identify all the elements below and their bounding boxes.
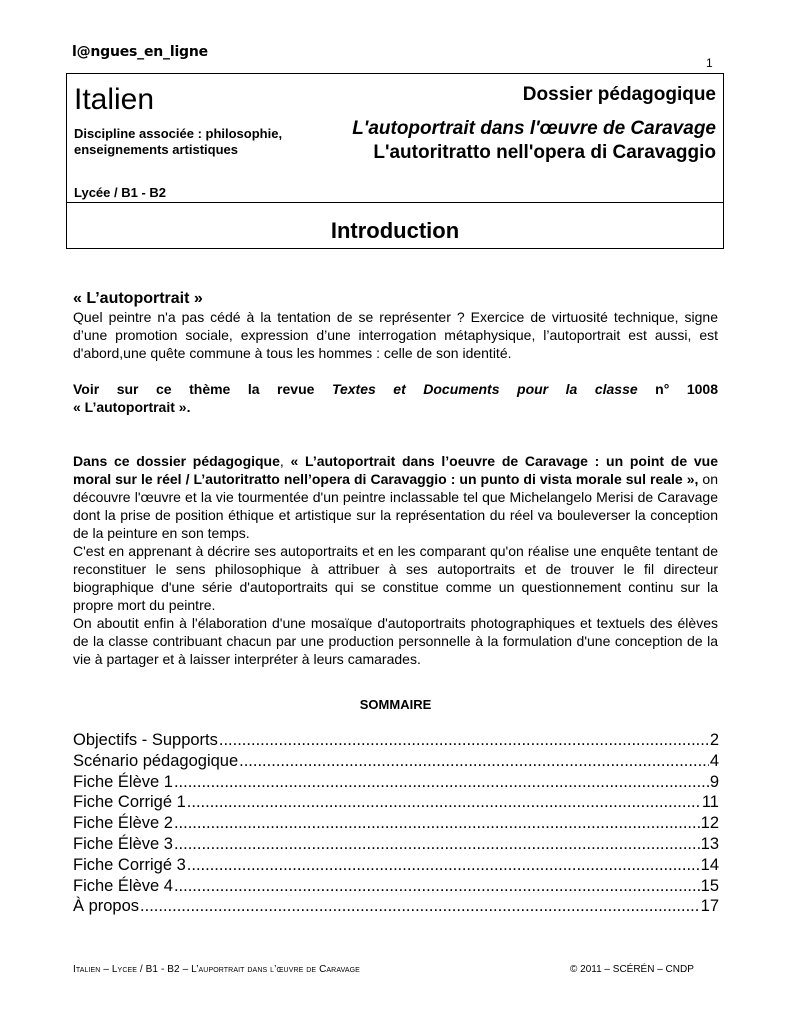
- toc-item-label: Fiche Élève 4: [73, 876, 173, 895]
- section-title: Introduction: [330, 218, 460, 243]
- level-label: Lycée / B1 - B2: [74, 185, 167, 200]
- header-divider: [67, 202, 723, 203]
- toc-item-leader: [174, 813, 700, 834]
- toc-item-leader: [239, 751, 709, 772]
- toc-item-leader: [187, 792, 701, 813]
- title-french: L'autoportrait dans l'œuvre de Caravage: [352, 118, 716, 139]
- toc-item-page: 4: [709, 751, 719, 770]
- toc-item-label: Fiche Élève 3: [73, 834, 173, 853]
- header-box: [66, 73, 724, 249]
- dossier-comma: ,: [279, 453, 291, 469]
- footer-right: © 2011 – SCÉRÉN – CNDP: [570, 964, 694, 975]
- dossier-paragraph-3: On aboutit enfin à l'élaboration d'une mosaïque d'autoportraits photographiques et textuels des élèves de la classe contribuant chacun par une production personnelle à la formulation d'une conception de la vie à partager et à laisser interpréter à leurs camarades.: [73, 615, 718, 667]
- dossier-paragraph-2: C'est en apprenant à décrire ses autoportraits et en les comparant qu'on réalise une enquête tentant de reconstituer le sens philosophique à attribuer à ses autoportraits et de trouver le fil directeur biographique d'une série d'autoportraits qui se constitue comme un questionnement continu sur la propre mort du peintre.: [73, 543, 718, 613]
- toc-item[interactable]: [73, 772, 719, 793]
- toc-item[interactable]: [73, 730, 719, 751]
- sommaire-title: SOMMAIRE: [359, 697, 432, 712]
- toc-item-leader: [219, 730, 709, 751]
- toc-item-leader: [174, 834, 700, 855]
- voir-line-1: [73, 380, 718, 398]
- dossier-section: [73, 452, 718, 668]
- toc-item-page: 11: [701, 793, 719, 812]
- toc-item-label: À propos: [73, 897, 140, 916]
- toc-item-page: 13: [700, 834, 719, 853]
- intro-paragraph: Quel peintre n'a pas cédé à la tentation de se représenter ? Exercice de virtuosité technique, signe d’une promotion sociale, expression d’une interrogation métaphysique, l’autoportrait est aussi, est d'abord,une quête commune à tous les hommes : celle de son identité.: [73, 309, 718, 361]
- toc-item-page: 9: [709, 772, 719, 791]
- toc-item-page: 2: [709, 731, 719, 749]
- voir-journal: Textes et Documents pour la classe: [331, 381, 638, 397]
- toc-item-label: Fiche Corrigé 1: [73, 793, 186, 812]
- toc-item[interactable]: [73, 855, 719, 876]
- toc-item[interactable]: [73, 751, 719, 772]
- voir-prefix: Voir sur ce thème la revue: [73, 381, 332, 397]
- toc-item-label: Objectifs - Supports: [73, 731, 218, 749]
- dossier-lead: Dans ce dossier pédagogique: [73, 453, 280, 469]
- site-logo: l@ngues_en_ligne: [72, 44, 208, 60]
- dossier-paragraph-1: [73, 452, 718, 542]
- dossier-title: « L’autoportrait dans l’oeuvre de Caravage : un point de vue moral sur le réel / L’autoritratto nell’opera di Caravaggio : un punto di vista morale sul reale »,: [73, 453, 718, 487]
- table-of-contents: [73, 730, 719, 917]
- intro-section: [73, 290, 718, 362]
- toc-item[interactable]: [73, 813, 719, 834]
- dossier-label: Dossier pédagogique: [522, 84, 716, 105]
- toc-item[interactable]: [73, 792, 719, 813]
- discipline-label: Discipline associée : philosophie, enseignements artistiques: [74, 126, 283, 157]
- toc-item-page: 17: [700, 897, 719, 916]
- voir-reference: [73, 380, 718, 416]
- toc-item-label: Fiche Corrigé 3: [73, 855, 186, 874]
- title-italian: L'autoritratto nell'opera di Caravaggio: [373, 142, 716, 163]
- toc-item-label: Scénario pédagogique: [73, 751, 239, 770]
- voir-issue: n° 1008: [637, 381, 718, 397]
- language-title: Italien: [74, 83, 155, 116]
- toc-item-leader: [140, 896, 700, 917]
- toc-item[interactable]: [73, 876, 719, 897]
- toc-item-page: 12: [700, 814, 719, 833]
- toc-item[interactable]: [73, 896, 719, 917]
- intro-heading: « L’autoportrait »: [73, 290, 203, 307]
- toc-item-leader: [174, 772, 709, 793]
- voir-line-2: « L’autoportrait ».: [73, 399, 191, 415]
- page-number: 1: [706, 56, 713, 70]
- footer-left: Italien – Lycee / B1 - B2 – L’auportrait dans l’œuvre de Caravage: [73, 964, 360, 975]
- toc-item[interactable]: [73, 834, 719, 855]
- toc-item-label: Fiche Élève 2: [73, 814, 173, 833]
- toc-item-label: Fiche Élève 1: [73, 772, 173, 791]
- dossier-text-1: on découvre l'œuvre et la vie tourmentée d'un peintre inclassable tel que Michelangelo Merisi de Caravage dont la prise de position éthique et artistique sur la représentation du réel va bouleverser la conception de la peinture en son temps.: [73, 471, 718, 541]
- toc-item-page: 15: [700, 876, 719, 895]
- toc-item-leader: [187, 855, 700, 876]
- toc-item-leader: [174, 876, 700, 897]
- toc-item-page: 14: [700, 855, 719, 874]
